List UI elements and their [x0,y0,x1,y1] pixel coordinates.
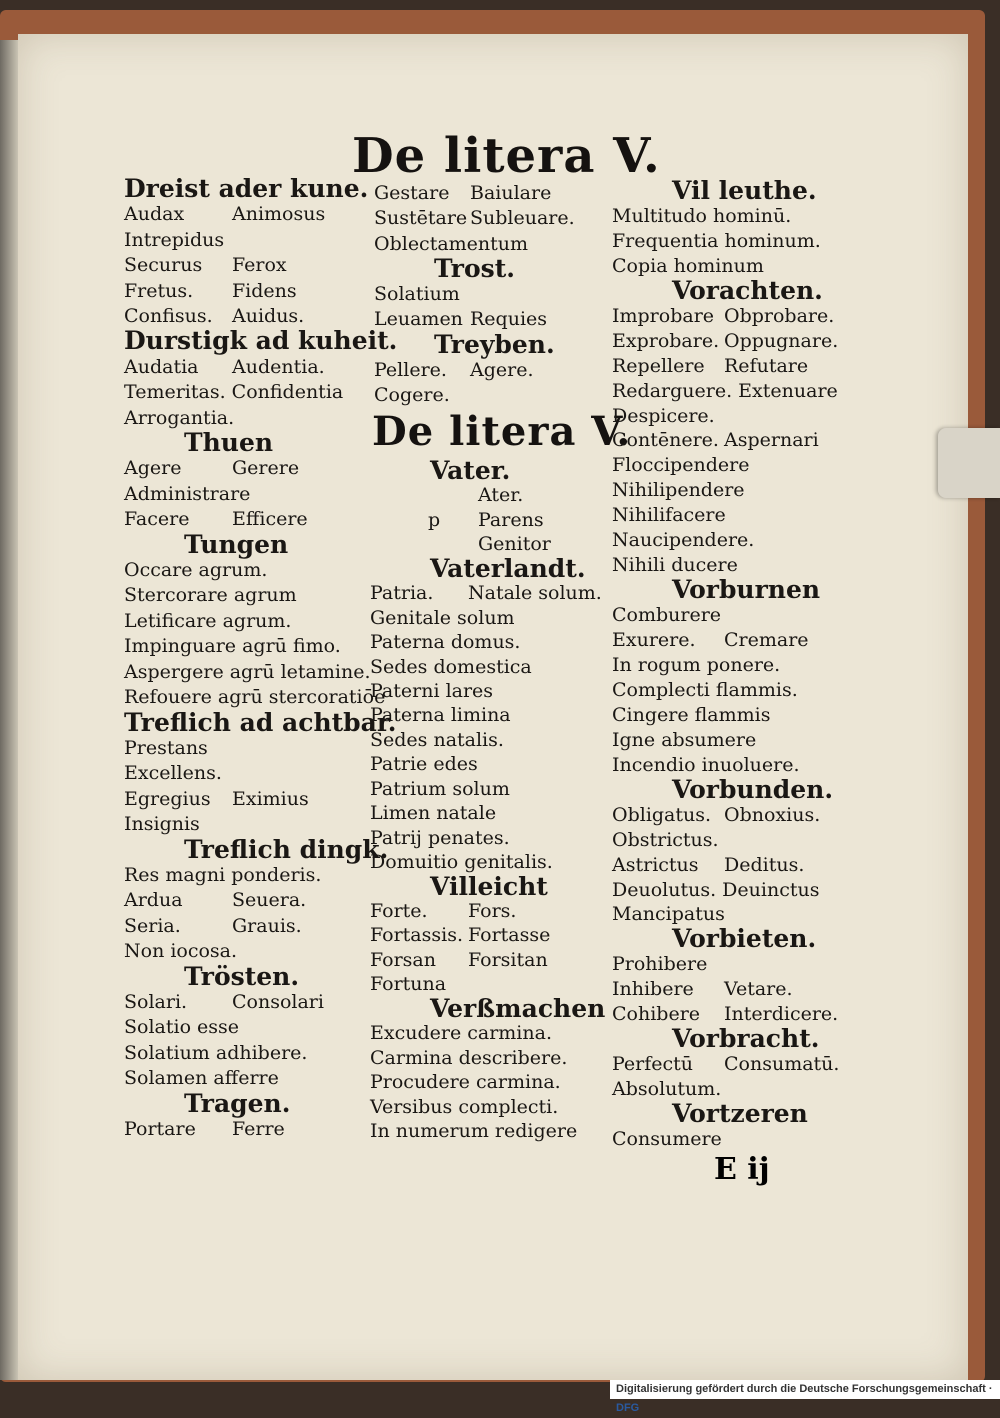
entry-line [370,680,493,702]
entry-word: Despicere. [612,404,715,427]
entry-heading [124,174,369,203]
entry-synonym: Agere. [470,358,534,381]
entry-heading [434,253,515,283]
entry-line [124,584,297,606]
entry-synonym: Auidus. [232,305,305,328]
entry-line [612,679,798,701]
entry-word: Vil leuthe. [672,176,817,205]
entry-line [124,686,385,708]
entry-line [370,607,515,629]
entry-heading [672,275,823,305]
entry-line [478,533,551,555]
entry-word: Excellens. [124,762,222,785]
entry-word: Leuamen [374,308,463,331]
entry-synonym: Consumatū. [724,1053,840,1076]
entry-word: Villeicht [430,871,548,901]
entry-word: Tragen. [184,1088,291,1118]
entry-line [124,990,324,1013]
entry-line [124,610,291,632]
entry-line [124,254,287,277]
entry-line [612,329,839,352]
entry-word: Ardua [124,889,183,912]
entry-word: Pellere. [374,358,447,381]
footer-text: Digitalisierung gefördert durch die Deutsche Forschungsgemeinschaft · [616,1383,993,1395]
entry-word: In numerum redigere [370,1120,578,1142]
entry-line [612,604,721,626]
entry-word: Treflich dingk. [184,834,389,864]
entry-word: In rogum ponere. [612,654,781,676]
entry-word: Cingere flammis [612,703,771,726]
entry-word: Administrare [124,482,251,505]
entry-line [612,629,809,652]
entry-line [370,582,602,605]
entry-heading [434,329,555,359]
entry-word: Paterna domus. [370,631,521,654]
entry-synonym: Aspernari [724,429,819,452]
entry-line [612,978,793,1001]
entry-synonym: Fortasse [468,924,551,947]
entry-line [370,1096,558,1118]
entry-line [374,182,552,204]
entry-line [374,207,575,230]
entry-line [612,879,819,901]
entry-line [124,1067,279,1089]
entry-heading [184,428,274,458]
entry-word: Incendio inuoluere. [612,753,800,776]
entry-word: Confisus. [124,305,213,328]
entry-word: Procudere carmina. [370,1071,561,1094]
entry-word: Nihilifacere [612,504,726,527]
entry-word: Repellere [612,354,705,377]
entry-synonym: Requies [470,308,548,331]
entry-synonym: Animosus [232,203,326,226]
entry-word: Cogere. [374,384,450,406]
entry-heading [672,176,817,205]
entry-synonym: Grauis. [232,914,302,937]
entry-synonym: Deditus. [724,853,805,876]
entry-word: Audax [124,203,185,226]
signature-mark: E ij [714,1152,770,1187]
entry-word: Letificare agrum. [124,609,292,632]
entry-word: Impinguare agrū fimo. [124,635,341,658]
entry-heading [184,834,389,864]
entry-heading [672,1024,820,1054]
entry-word: Domuitio genitalis. [370,851,553,874]
bookmark-tab [938,428,1000,498]
entry-word: Sedes natalis. [370,728,504,751]
entry-word: Patrij penates. [370,826,510,849]
entry-word: Sedes domestica [370,655,532,678]
entry-synonym: Obnoxius. [724,803,821,826]
entry-word: Excudere carmina. [370,1022,552,1045]
entry-word: Exprobare. [612,329,720,352]
entry-word: Arrogantia. [124,406,235,429]
entry-synonym: Baiulare [470,182,552,204]
entry-word: Fortassis. [370,924,463,947]
entry-word: Obligatus. [612,803,712,826]
entry-line [612,654,780,676]
entry-line [370,900,517,922]
entry-word: Mancipatus [612,903,725,926]
entry-line [370,631,520,653]
entry-line [612,1128,722,1150]
entry-word: Inhibere [612,978,694,1001]
entry-word: Versibus complecti. [370,1095,559,1118]
entry-line [612,429,819,452]
entry-word: Complecti flammis. [612,678,798,701]
entry-word: Igne absumere [612,728,757,751]
entry-line [612,304,835,327]
page-title: De litera V. [352,128,661,184]
entry-word: Copia hominum [612,254,764,277]
entry-word: Dreist ader kune. [124,174,369,203]
entry-word: Nihili ducere [612,554,738,577]
entry-synonym: Efficere [232,508,308,531]
entry-line [612,504,726,526]
dfg-logo: DFG [616,1402,640,1414]
entry-word: Prohibere [612,953,708,976]
entry-line [612,704,771,726]
entry-word: Treyben. [434,329,555,359]
entry-line [124,737,208,759]
entry-word: Sustētare [374,207,468,230]
entry-synonym: Seuera. [232,889,307,912]
entry-word: Solatium [374,283,460,305]
entry-synonym: Subleuare. [470,207,575,230]
entry-word: Gestare [374,182,450,204]
entry-line [124,203,326,226]
entry-line [612,529,754,551]
entry-heading [430,871,548,901]
entry-line [124,1118,285,1140]
entry-line [124,559,267,581]
entry-word: Solatio esse [124,1016,240,1039]
entry-line [612,554,738,576]
entry-line [124,762,222,784]
entry-word: Patrie edes [370,753,478,776]
entry-word: Vater. [430,456,511,485]
entry-line [124,381,343,403]
entry-line [124,407,234,429]
entry-word: Solatium adhibere. [124,1041,308,1064]
entry-word: Prestans [124,736,208,759]
entry-line [612,230,821,252]
entry-line [124,483,250,505]
entry-synonym: Audentia. [232,355,325,378]
entry-line [124,279,297,302]
entry-word: Seria. [124,914,181,937]
entry-line [612,1003,839,1026]
entry-word: Paterni lares [370,680,494,702]
entry-word: Intrepidus [124,228,225,251]
entry-line [612,354,809,377]
entry-line [428,508,544,531]
entry-word: Fretus. [124,279,194,302]
entry-synonym: Interdicere. [724,1003,839,1026]
entry-heading [672,774,834,804]
entry-heading [430,993,606,1023]
entry-word: Vaterlandt. [430,553,586,583]
entry-word: Insignis [124,813,200,836]
entry-word: Redarguere. Extenuare [612,379,838,402]
entry-line [612,903,725,925]
entry-synonym: Cremare [724,629,809,652]
entry-line [612,1053,840,1076]
entry-word: Occare agrum. [124,559,268,582]
entry-line [370,704,511,726]
entry-word: Facere [124,508,190,531]
entry-word: Multitudo hominū. [612,204,792,227]
entry-word: Frequentia hominum. [612,229,821,252]
section-title: De litera V. [372,408,632,455]
entry-word: Egregius [124,787,211,810]
entry-line [370,778,510,800]
entry-word: Comburere [612,604,722,627]
entry-heading [184,961,300,991]
entry-synonym: Forsitan [468,948,548,971]
entry-word: Limen natale [370,802,497,825]
entry-word: Exurere. [612,629,696,652]
entry-word: Fortuna [370,973,447,996]
entry-word: Vorbieten. [672,924,817,954]
entry-line [370,753,478,775]
entry-line [370,1120,577,1142]
entry-line [612,205,791,227]
entry-heading [672,575,821,605]
entry-line [612,380,838,402]
entry-line [124,355,325,378]
entry-synonym: Eximius [232,787,309,810]
entry-heading [124,326,398,356]
entry-word: Portare [124,1118,196,1140]
entry-word: Solamen afferre [124,1067,279,1090]
entry-word: Oblectamentum [374,232,529,255]
entry-word: Paterna limina [370,704,511,727]
entry-line [374,308,548,331]
entry-heading [430,456,511,485]
entry-line [124,889,307,912]
entry-word: p [428,508,441,531]
entry-line [124,1016,239,1038]
entry-line [612,754,800,776]
entry-word: Floccipendere [612,454,750,477]
entry-line [612,729,756,751]
entry-synonym: Vetare. [724,978,793,1001]
entry-word: Patria. [370,582,434,605]
entry-line [370,656,532,678]
entry-line [612,255,764,277]
entry-heading [672,924,817,954]
entry-word: Res magni ponderis. [124,863,322,886]
entry-heading [672,1099,808,1129]
entry-word: Astrictus [612,853,699,876]
entry-word: Aspergere agrū letamine. [124,660,371,683]
entry-word: Vorachten. [672,275,823,305]
entry-line [124,305,305,328]
entry-word: Contēnere. [612,429,719,452]
entry-word: Non iocosa. [124,940,238,963]
entry-line [124,1042,307,1064]
entry-word: Improbare [612,304,715,327]
entry-line [370,729,504,751]
entry-word: Vorburnen [672,575,821,605]
entry-synonym: Natale solum. [468,582,602,605]
entry-line [374,384,450,406]
entry-word: Solari. [124,990,188,1013]
entry-word: Carmina describere. [370,1046,568,1069]
entry-line [612,803,821,826]
entry-line [124,661,370,683]
entry-word: Audatia [124,355,199,378]
entry-synonym: Fors. [468,900,517,922]
entry-line [124,787,309,810]
entry-line [124,457,300,480]
entry-synonym: Consolari [232,990,324,1013]
entry-word: Trösten. [184,961,300,991]
entry-word: Perfectū [612,1053,694,1076]
entry-line [124,940,237,962]
entry-heading [184,529,289,559]
entry-word: Consumere [612,1128,722,1150]
entry-line [124,229,224,251]
entry-line [478,484,523,506]
entry-line [370,1047,567,1069]
entry-word: Absolutum. [612,1078,722,1101]
entry-synonym: Parens [478,508,544,531]
entry-word: Temeritas. Confidentia [124,381,344,404]
entry-line [370,1022,552,1044]
entry-heading [430,553,586,583]
entry-word: Forsan [370,948,436,971]
entry-synonym: Refutare [724,354,809,377]
entry-word: Cohibere [612,1003,701,1026]
entry-word: Obstrictus. [612,828,719,851]
entry-word: Vorbunden. [672,774,834,804]
page-gutter [0,40,18,1380]
entry-line [374,233,528,255]
entry-line [124,635,341,657]
entry-word: Stercorare agrum [124,584,297,607]
entry-line [370,802,496,824]
entry-line [370,973,446,995]
entry-line [124,508,308,531]
entry-word: Tungen [184,529,289,559]
entry-word: Refouere agrū stercoratiōe [124,686,386,709]
entry-synonym: Gerere [232,457,300,480]
entry-heading [124,707,397,737]
entry-synonym: Fidens [232,279,297,302]
entry-line [124,864,321,886]
entry-line [612,1078,721,1100]
entry-line [124,914,302,937]
entry-line [612,405,715,427]
entry-synonym: Oppugnare. [724,329,839,352]
entry-line [370,1071,561,1093]
entry-word: Trost. [434,253,515,283]
entry-word: Genitale solum [370,606,515,629]
entry-word: Durstigk ad kuheit. [124,326,398,356]
entry-line [612,953,707,975]
entry-word: Vortzeren [672,1099,808,1129]
entry-word: Treflich ad achtbar. [124,707,397,737]
entry-line [612,853,805,876]
entry-word: Nihilipendere [612,479,745,502]
entry-line [370,827,510,849]
entry-line [370,924,551,947]
entry-word: Vorbracht. [672,1024,820,1054]
entry-line [374,358,534,381]
entry-synonym: Ferox [232,254,287,277]
entry-synonym: Ferre [232,1118,285,1140]
entry-synonym: Obprobare. [724,304,835,327]
footer-banner [610,1380,1000,1414]
entry-word: Ater. [478,484,524,507]
entry-word: Thuen [184,428,274,458]
entry-heading [184,1088,291,1118]
entry-word: Verßmachen [430,993,606,1023]
entry-line [612,829,719,851]
entry-word: Patrium solum [370,777,510,800]
entry-line [124,813,200,835]
entry-word: Forte. [370,900,428,922]
entry-line [370,851,553,873]
entry-word: Naucipendere. [612,529,755,552]
entry-line [612,454,749,476]
entry-word: Genitor [478,533,551,556]
entry-line [370,948,548,971]
entry-line [374,283,460,305]
entry-word: Agere [124,457,182,480]
entry-line [612,479,745,501]
entry-word: Deuolutus. Deuinctus [612,878,820,901]
entry-word: Securus [124,254,203,277]
